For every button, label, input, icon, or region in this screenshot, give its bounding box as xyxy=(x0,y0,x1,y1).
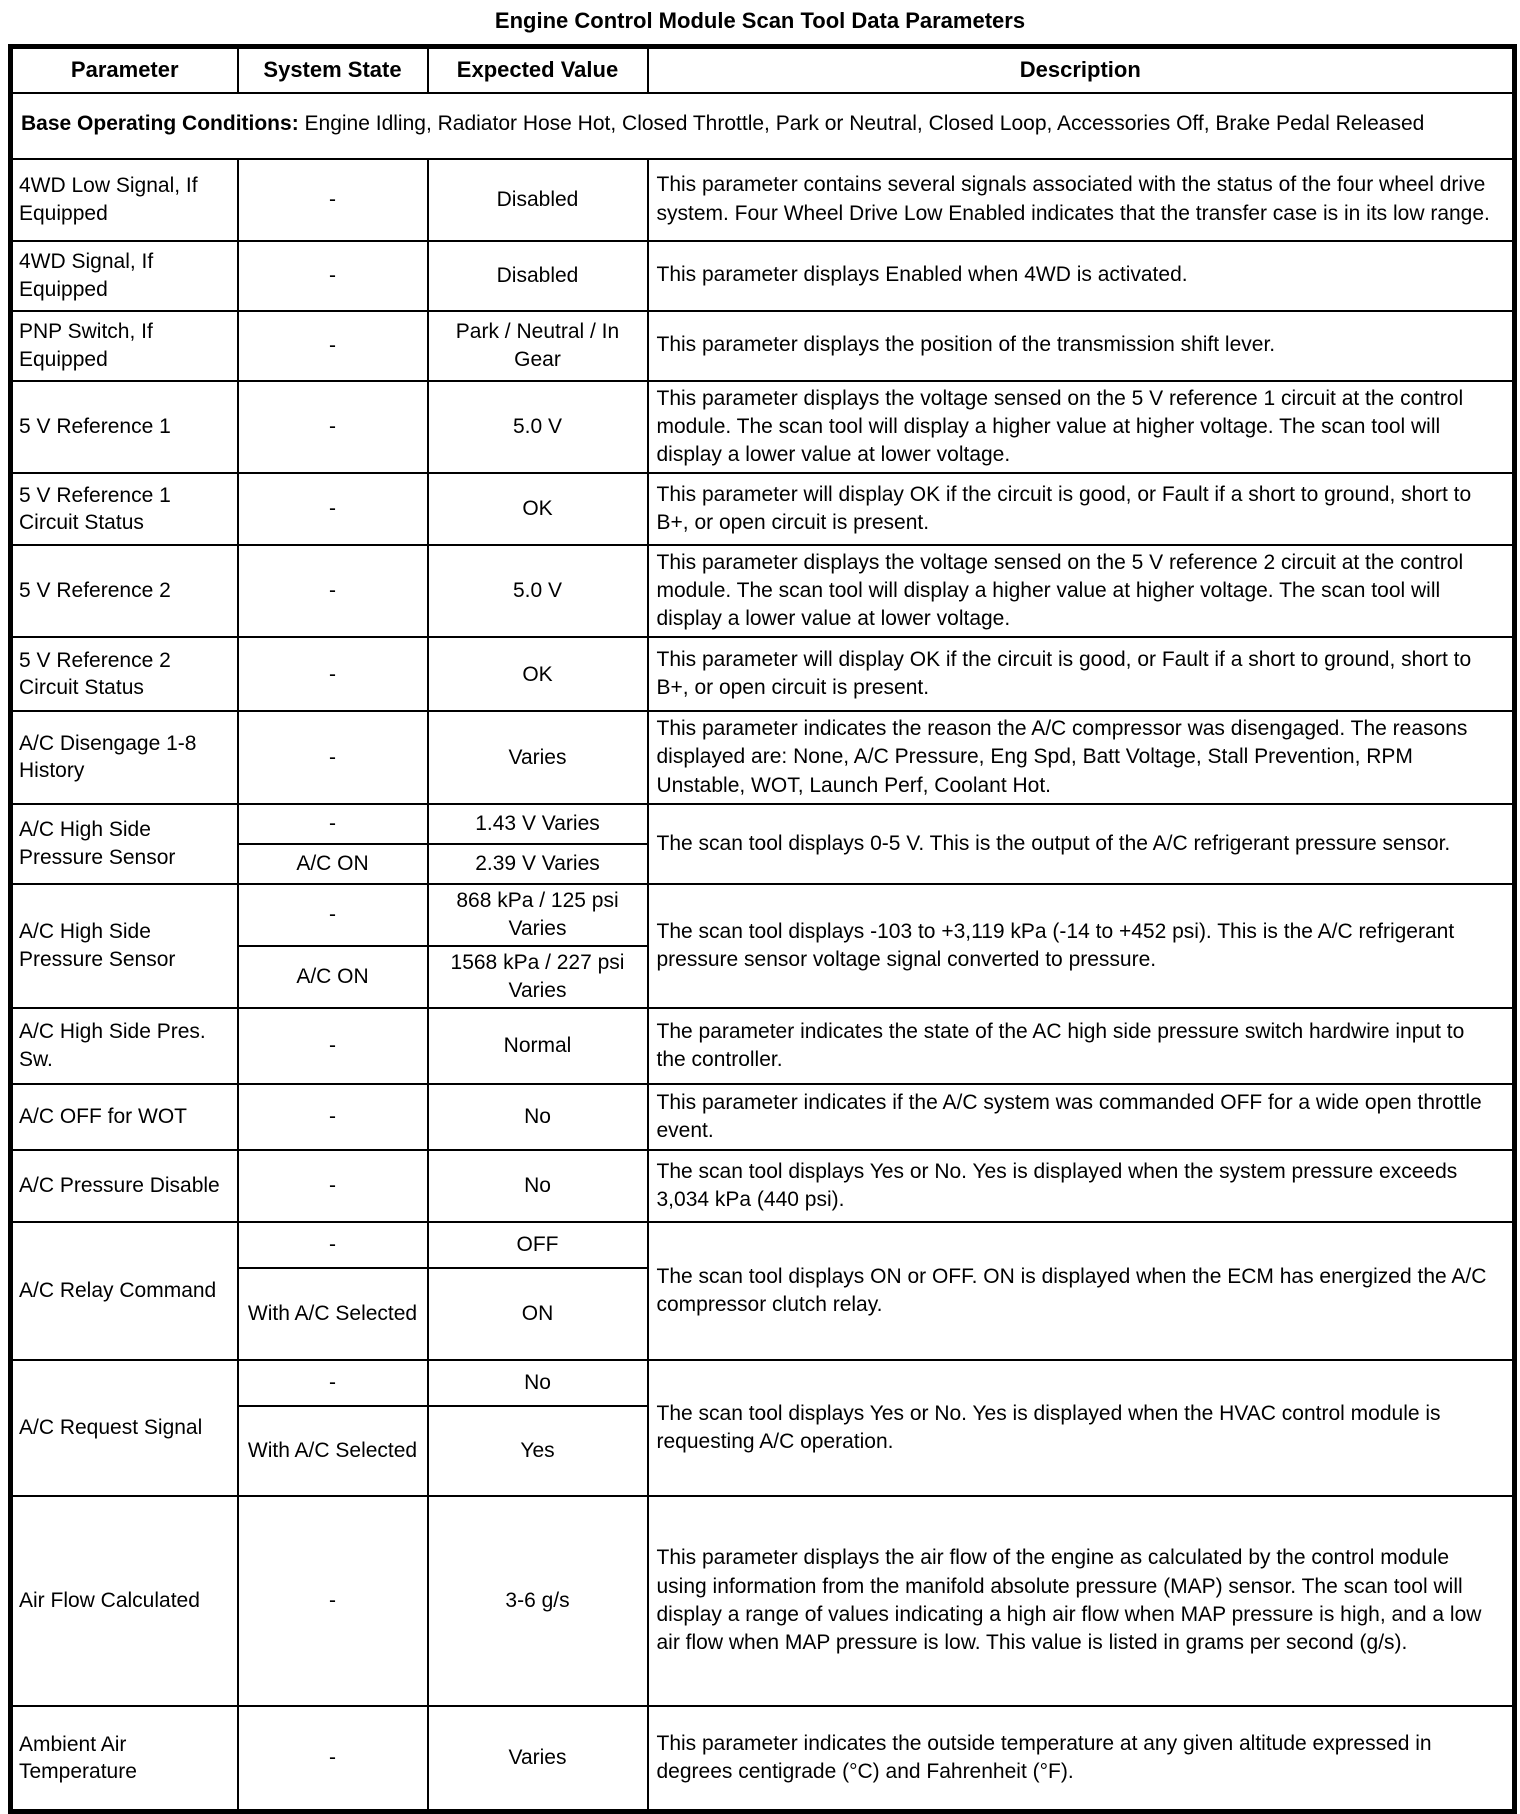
desc-cell: This parameter will display OK if the circuit is good, or Fault if a short to ground, short to B+, or open circuit is present. xyxy=(648,637,1515,711)
value-cell: 5.0 V xyxy=(428,545,648,637)
desc-cell: This parameter displays the position of the transmission shift lever. xyxy=(648,311,1515,381)
param-cell: A/C Relay Command xyxy=(11,1222,238,1360)
param-cell: A/C High Side Pressure Sensor xyxy=(11,804,238,884)
value-cell: Normal xyxy=(428,1008,648,1084)
param-cell: 5 V Reference 2 Circuit Status xyxy=(11,637,238,711)
base-conditions-label: Base Operating Conditions: xyxy=(21,112,299,136)
desc-cell: This parameter contains several signals associated with the status of the four wheel drive system. Four Wheel Drive Low Enabled indicates that the transfer case is in its low range. xyxy=(648,159,1515,241)
desc-cell: This parameter will display OK if the circuit is good, or Fault if a short to ground, short to B+, or open circuit is present. xyxy=(648,473,1515,545)
desc-cell: This parameter indicates if the A/C system was commanded OFF for a wide open throttle event. xyxy=(648,1084,1515,1150)
base-conditions-text: Engine Idling, Radiator Hose Hot, Closed Throttle, Park or Neutral, Closed Loop, Accessories Off, Brake Pedal Released xyxy=(298,112,1425,136)
table-row xyxy=(11,637,1515,711)
value-cell: Disabled xyxy=(428,241,648,311)
param-cell: 5 V Reference 2 xyxy=(11,545,238,637)
table-row xyxy=(11,1008,1515,1084)
value-cell: ON xyxy=(428,1268,648,1360)
state-cell: - xyxy=(238,804,428,844)
param-cell: PNP Switch, If Equipped xyxy=(11,311,238,381)
state-cell: - xyxy=(238,1150,428,1222)
param-cell: 4WD Signal, If Equipped xyxy=(11,241,238,311)
table-row xyxy=(11,1150,1515,1222)
param-cell: A/C High Side Pressure Sensor xyxy=(11,884,238,1008)
param-cell: A/C High Side Pres. Sw. xyxy=(11,1008,238,1084)
param-cell: A/C Pressure Disable xyxy=(11,1150,238,1222)
desc-cell: The parameter indicates the state of the AC high side pressure switch hardwire input to the controller. xyxy=(648,1008,1515,1084)
page-title: Engine Control Module Scan Tool Data Parameters xyxy=(494,8,1026,33)
value-cell: 1568 kPa / 227 psi Varies xyxy=(428,946,648,1008)
desc-cell: This parameter displays the voltage sensed on the 5 V reference 1 circuit at the control module. The scan tool will display a higher value at higher voltage. The scan tool will display a lower value at lower voltage. xyxy=(648,381,1515,473)
value-cell: 3-6 g/s xyxy=(428,1496,648,1706)
value-cell: Park / Neutral / In Gear xyxy=(428,311,648,381)
table-row xyxy=(11,311,1515,381)
table-row xyxy=(11,241,1515,311)
state-cell: - xyxy=(238,884,428,946)
state-cell: - xyxy=(238,1706,428,1812)
param-cell: 5 V Reference 1 Circuit Status xyxy=(11,473,238,545)
table-row xyxy=(11,159,1515,241)
desc-cell: This parameter displays the air flow of the engine as calculated by the control module using information from the manifold absolute pressure (MAP) sensor. The scan tool will display a range of values indicating a high air flow when MAP pressure is high, and a low air flow when MAP pressure is low. This value is listed in grams per second (g/s). xyxy=(648,1496,1515,1706)
value-cell: 1.43 V Varies xyxy=(428,804,648,844)
table-row xyxy=(11,1360,1515,1406)
desc-cell: This parameter indicates the reason the A/C compressor was disengaged. The reasons displayed are: None, A/C Pressure, Eng Spd, Batt Voltage, Stall Prevention, RPM Unstable, WOT, Launch Perf, Coolant Hot. xyxy=(648,711,1515,803)
desc-cell: The scan tool displays ON or OFF. ON is displayed when the ECM has energized the A/C compressor clutch relay. xyxy=(648,1222,1515,1360)
header-description: Description xyxy=(648,47,1515,93)
desc-cell: The scan tool displays -103 to +3,119 kPa (-14 to +452 psi). This is the A/C refrigerant pressure sensor voltage signal converted to pressure. xyxy=(648,884,1515,1008)
table-row xyxy=(11,473,1515,545)
state-cell: - xyxy=(238,1496,428,1706)
state-cell: - xyxy=(238,1222,428,1268)
param-cell: A/C Request Signal xyxy=(11,1360,238,1496)
table-row xyxy=(11,1496,1515,1706)
table-row xyxy=(11,884,1515,946)
value-cell: Varies xyxy=(428,711,648,803)
state-cell: - xyxy=(238,311,428,381)
state-cell: - xyxy=(238,381,428,473)
desc-cell: The scan tool displays Yes or No. Yes is displayed when the system pressure exceeds 3,034 kPa (440 psi). xyxy=(648,1150,1515,1222)
header-row xyxy=(11,47,1515,93)
scan-tool-parameters-table xyxy=(8,44,1517,1814)
value-cell: Disabled xyxy=(428,159,648,241)
value-cell: 2.39 V Varies xyxy=(428,844,648,884)
header-expected-value: Expected Value xyxy=(428,47,648,93)
table-row xyxy=(11,545,1515,637)
table-row xyxy=(11,1084,1515,1150)
desc-cell: This parameter displays the voltage sensed on the 5 V reference 2 circuit at the control module. The scan tool will display a higher value at higher voltage. The scan tool will display a lower value at lower voltage. xyxy=(648,545,1515,637)
state-cell: A/C ON xyxy=(238,946,428,1008)
base-conditions-cell xyxy=(11,93,1515,159)
desc-cell: This parameter indicates the outside temperature at any given altitude expressed in degrees centigrade (°C) and Fahrenheit (°F). xyxy=(648,1706,1515,1812)
state-cell: - xyxy=(238,545,428,637)
state-cell: With A/C Selected xyxy=(238,1268,428,1360)
desc-cell: The scan tool displays 0-5 V. This is the output of the A/C refrigerant pressure sensor. xyxy=(648,804,1515,884)
state-cell: - xyxy=(238,711,428,803)
state-cell: - xyxy=(238,1008,428,1084)
header-system-state: System State xyxy=(238,47,428,93)
table-row xyxy=(11,711,1515,803)
value-cell: Yes xyxy=(428,1406,648,1496)
table-row xyxy=(11,381,1515,473)
value-cell: No xyxy=(428,1360,648,1406)
state-cell: - xyxy=(238,241,428,311)
param-cell: 5 V Reference 1 xyxy=(11,381,238,473)
state-cell: - xyxy=(238,1360,428,1406)
value-cell: OK xyxy=(428,473,648,545)
state-cell: With A/C Selected xyxy=(238,1406,428,1496)
value-cell: 5.0 V xyxy=(428,381,648,473)
base-conditions-row xyxy=(11,93,1515,159)
state-cell: - xyxy=(238,1084,428,1150)
value-cell: No xyxy=(428,1150,648,1222)
state-cell: - xyxy=(238,473,428,545)
table-row xyxy=(11,1222,1515,1268)
value-cell: OFF xyxy=(428,1222,648,1268)
param-cell: A/C Disengage 1-8 History xyxy=(11,711,238,803)
desc-cell: The scan tool displays Yes or No. Yes is displayed when the HVAC control module is requesting A/C operation. xyxy=(648,1360,1515,1496)
table-row xyxy=(11,804,1515,844)
state-cell: A/C ON xyxy=(238,844,428,884)
state-cell: - xyxy=(238,159,428,241)
value-cell: No xyxy=(428,1084,648,1150)
param-cell: A/C OFF for WOT xyxy=(11,1084,238,1150)
param-cell: Ambient Air Temperature xyxy=(11,1706,238,1812)
desc-cell: This parameter displays Enabled when 4WD is activated. xyxy=(648,241,1515,311)
header-parameter: Parameter xyxy=(11,47,238,93)
value-cell: 868 kPa / 125 psi Varies xyxy=(428,884,648,946)
param-cell: Air Flow Calculated xyxy=(11,1496,238,1706)
value-cell: Varies xyxy=(428,1706,648,1812)
table-row xyxy=(11,1706,1515,1812)
param-cell: 4WD Low Signal, If Equipped xyxy=(11,159,238,241)
value-cell: OK xyxy=(428,637,648,711)
state-cell: - xyxy=(238,637,428,711)
